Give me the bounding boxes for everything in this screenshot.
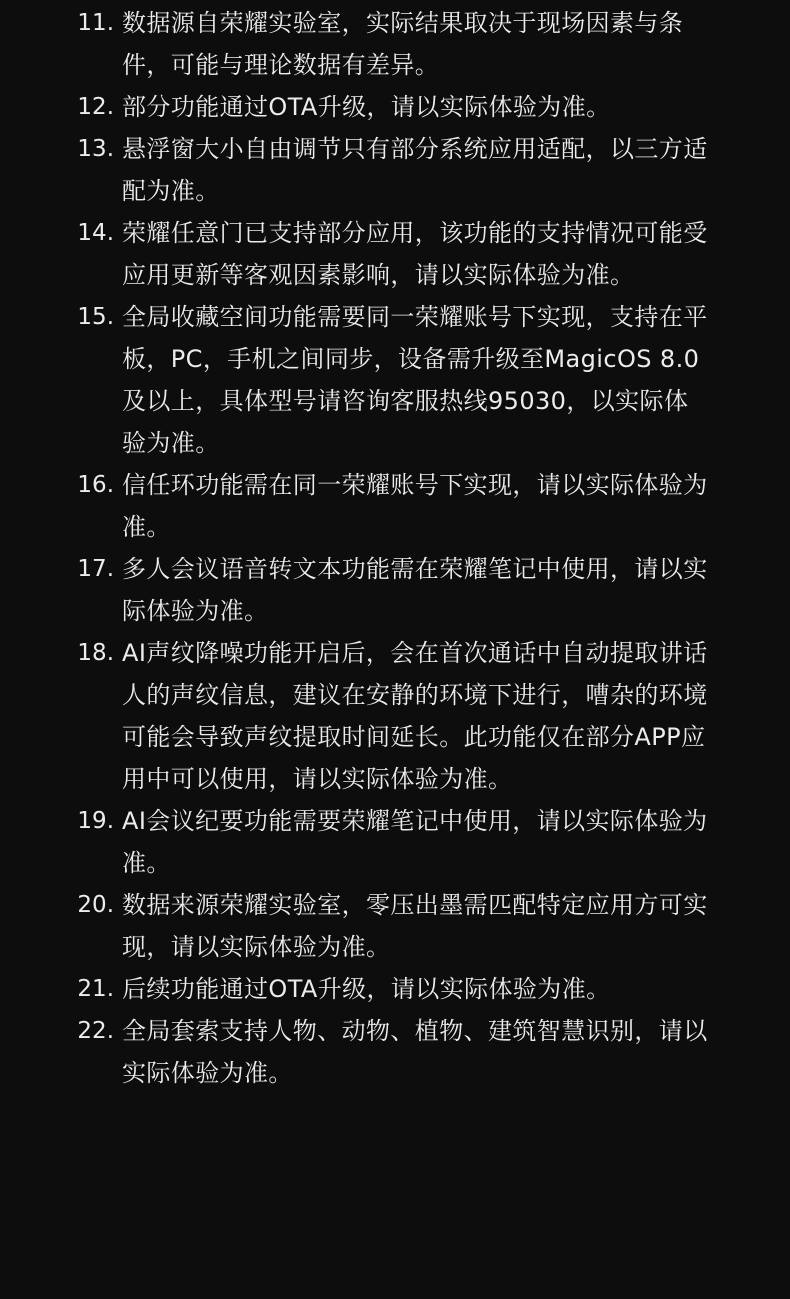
footnote-text: 后续功能通过OTA升级，请以实际体验为准。 bbox=[122, 975, 611, 1003]
footnote-item bbox=[0, 86, 790, 128]
footnote-number: 19. bbox=[77, 808, 114, 834]
footnote-number: 11. bbox=[77, 10, 114, 36]
footnote-number: 13. bbox=[77, 136, 114, 162]
footnote-text: AI声纹降噪功能开启后，会在首次通话中自动提取讲话人的声纹信息，建议在安静的环境下进行，嘈杂的环境可能会导致声纹提取时间延长。此功能仅在部分APP应用中可以使用，请以实际体验为准。 bbox=[122, 639, 708, 793]
footnote-number: 14. bbox=[77, 220, 114, 246]
footnote-item bbox=[0, 968, 790, 1010]
footnote-text: 全局收藏空间功能需要同一荣耀账号下实现，支持在平板，PC，手机之间同步，设备需升级至MagicOS 8.0及以上，具体型号请咨询客服热线95030，以实际体验为准。 bbox=[122, 303, 708, 457]
footnote-number: 20. bbox=[77, 892, 114, 918]
footnote-number: 17. bbox=[77, 556, 114, 582]
footnote-text: 信任环功能需在同一荣耀账号下实现，请以实际体验为准。 bbox=[122, 471, 708, 541]
footnote-item bbox=[0, 632, 790, 800]
footnote-number: 15. bbox=[77, 304, 114, 330]
footnote-text: 悬浮窗大小自由调节只有部分系统应用适配，以三方适配为准。 bbox=[122, 135, 708, 205]
footnote-item bbox=[0, 800, 790, 884]
footnote-number: 12. bbox=[77, 94, 114, 120]
footnote-text: 荣耀任意门已支持部分应用，该功能的支持情况可能受应用更新等客观因素影响，请以实际体验为准。 bbox=[122, 219, 708, 289]
footnote-item bbox=[0, 548, 790, 632]
footnote-text: 数据源自荣耀实验室，实际结果取决于现场因素与条件，可能与理论数据有差异。 bbox=[122, 9, 684, 79]
footnote-item bbox=[0, 884, 790, 968]
footnote-item bbox=[0, 2, 790, 86]
footnote-text: 多人会议语音转文本功能需在荣耀笔记中使用，请以实际体验为准。 bbox=[122, 555, 708, 625]
footnote-number: 22. bbox=[77, 1018, 114, 1044]
footnote-text: AI会议纪要功能需要荣耀笔记中使用，请以实际体验为准。 bbox=[122, 807, 708, 877]
footnote-item bbox=[0, 464, 790, 548]
footnote-text: 部分功能通过OTA升级，请以实际体验为准。 bbox=[122, 93, 611, 121]
footnote-item bbox=[0, 296, 790, 464]
footnote-number: 18. bbox=[77, 640, 114, 666]
footnote-number: 16. bbox=[77, 472, 114, 498]
footnote-text: 全局套索支持人物、动物、植物、建筑智慧识别，请以实际体验为准。 bbox=[122, 1017, 708, 1087]
footnote-item bbox=[0, 128, 790, 212]
footnote-item bbox=[0, 1010, 790, 1094]
footnote-text: 数据来源荣耀实验室，零压出墨需匹配特定应用方可实现，请以实际体验为准。 bbox=[122, 891, 708, 961]
footnote-item bbox=[0, 212, 790, 296]
footnote-number: 21. bbox=[77, 976, 114, 1002]
